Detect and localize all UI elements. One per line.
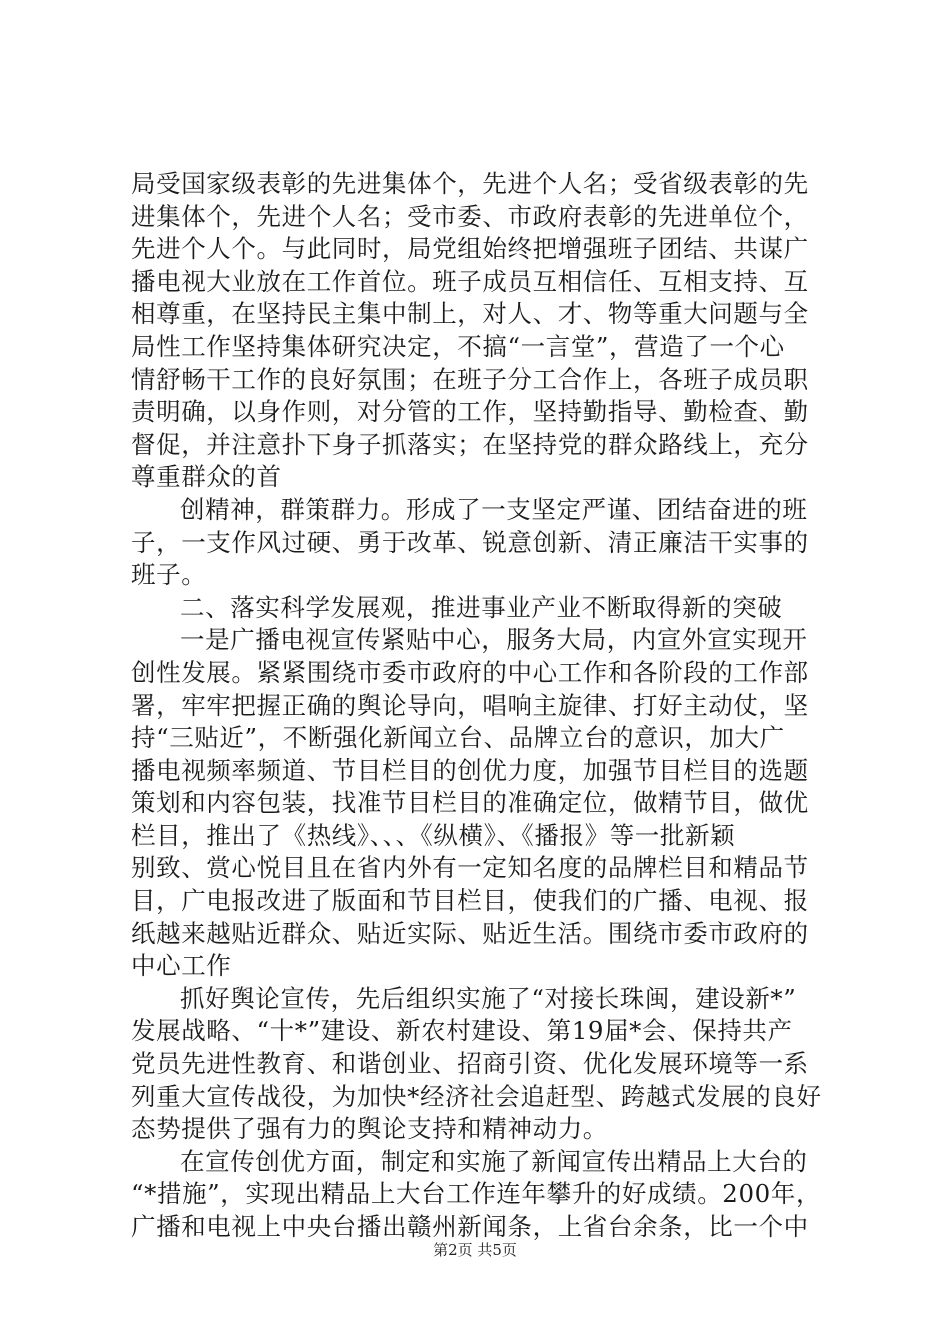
paragraph — [131, 168, 836, 494]
text-line: 先进个人个。与此同时，局党组始终把增强班子团结、共谋广 — [131, 234, 809, 264]
text-line: 党员先进性教育、和谐创业、招商引资、优化发展环境等一系 — [131, 1049, 809, 1079]
text-line: 相尊重，在坚持民主集中制上，对人、才、物等重大问题与全 — [131, 299, 809, 329]
paragraph — [131, 624, 836, 983]
text-line: 进集体个，先进个人名；受市委、市政府表彰的先进单位个， — [131, 201, 809, 231]
text-line: 广播和电视上中央台播出赣州新闻条，上省台余条，比一个中 — [131, 1212, 809, 1241]
text-line: 责明确，以身作则，对分管的工作，坚持勤指导、勤检查、勤 — [131, 397, 809, 427]
text-line: 持“三贴近”，不断强化新闻立台、品牌立台的意识，加大广 — [131, 723, 785, 753]
text-line: 创精神，群策群力。形成了一支坚定严谨、团结奋进的班 — [180, 494, 808, 524]
text-line: 栏目，推出了《热线》、、、《纵横》、《播报》等一批新颖 — [131, 820, 736, 850]
text-line: 局性工作坚持集体研究决定，不搞“一言堂”，营造了一个心 — [131, 331, 785, 361]
text-line: 署，牢牢把握正确的舆论导向，唱响主旋律、打好主动仗，坚 — [131, 690, 809, 720]
paragraph — [131, 983, 836, 1146]
text-line: 二、落实科学发展观，推进事业产业不断取得新的突破 — [180, 592, 783, 622]
text-line: 纸越来越贴近群众、贴近实际、贴近生活。围绕市委市政府的 — [131, 918, 809, 948]
text-line: 在宣传创优方面，制定和实施了新闻宣传出精品上大台的 — [180, 1146, 808, 1176]
text-line: 别致、赏心悦目且在省内外有一定知名度的品牌栏目和精品节 — [131, 853, 809, 883]
text-line: 中心工作 — [131, 951, 232, 981]
text-line: 策划和内容包装，找准节目栏目的准确定位，做精节目，做优 — [131, 788, 809, 818]
text-line: 子，一支作风过硬、勇于改革、锐意创新、清正廉洁干实事的 — [131, 527, 809, 557]
text-line: 局受国家级表彰的先进集体个，先进个人名；受省级表彰的先 — [131, 169, 809, 198]
text-line: 发展战略、“十*”建设、新农村建设、第19届*会、保持共产 — [131, 1016, 793, 1046]
text-line: 一是广播电视宣传紧贴中心，服务大局，内宣外宣实现开 — [180, 625, 808, 655]
text-line: “*措施”，实现出精品上大台工作连年攀升的好成绩。200年， — [131, 1179, 822, 1209]
text-line: 目，广电报改进了版面和节目栏目，使我们的广播、电视、报 — [131, 886, 809, 916]
text-line: 播电视大业放在工作首位。班子成员互相信任、互相支持、互 — [131, 266, 809, 296]
page-number-footer: 第2页 共5页 — [433, 1241, 517, 1259]
paragraph — [131, 1146, 836, 1244]
section-heading — [131, 592, 836, 625]
document-body — [131, 168, 836, 1244]
text-line: 态势提供了强有力的舆论支持和精神动力。 — [131, 1114, 608, 1144]
text-line: 列重大宣传战役，为加快*经济社会追赶型、跨越式发展的良好 — [131, 1081, 822, 1111]
text-line: 抓好舆论宣传，先后组织实施了“对接长珠闽，建设新*” — [180, 983, 797, 1013]
text-line: 播电视频率频道、节目栏目的创优力度，加强节目栏目的选题 — [131, 755, 809, 785]
paragraph — [131, 494, 836, 592]
text-line: 情舒畅干工作的良好氛围；在班子分工合作上，各班子成员职 — [131, 364, 809, 394]
text-line: 督促，并注意扑下身子抓落实；在坚持党的群众路线上，充分 — [131, 429, 809, 459]
text-line: 尊重群众的首 — [131, 462, 282, 492]
text-line: 班子。 — [131, 560, 207, 590]
text-line: 创性发展。紧紧围绕市委市政府的中心工作和各阶段的工作部 — [131, 657, 809, 687]
